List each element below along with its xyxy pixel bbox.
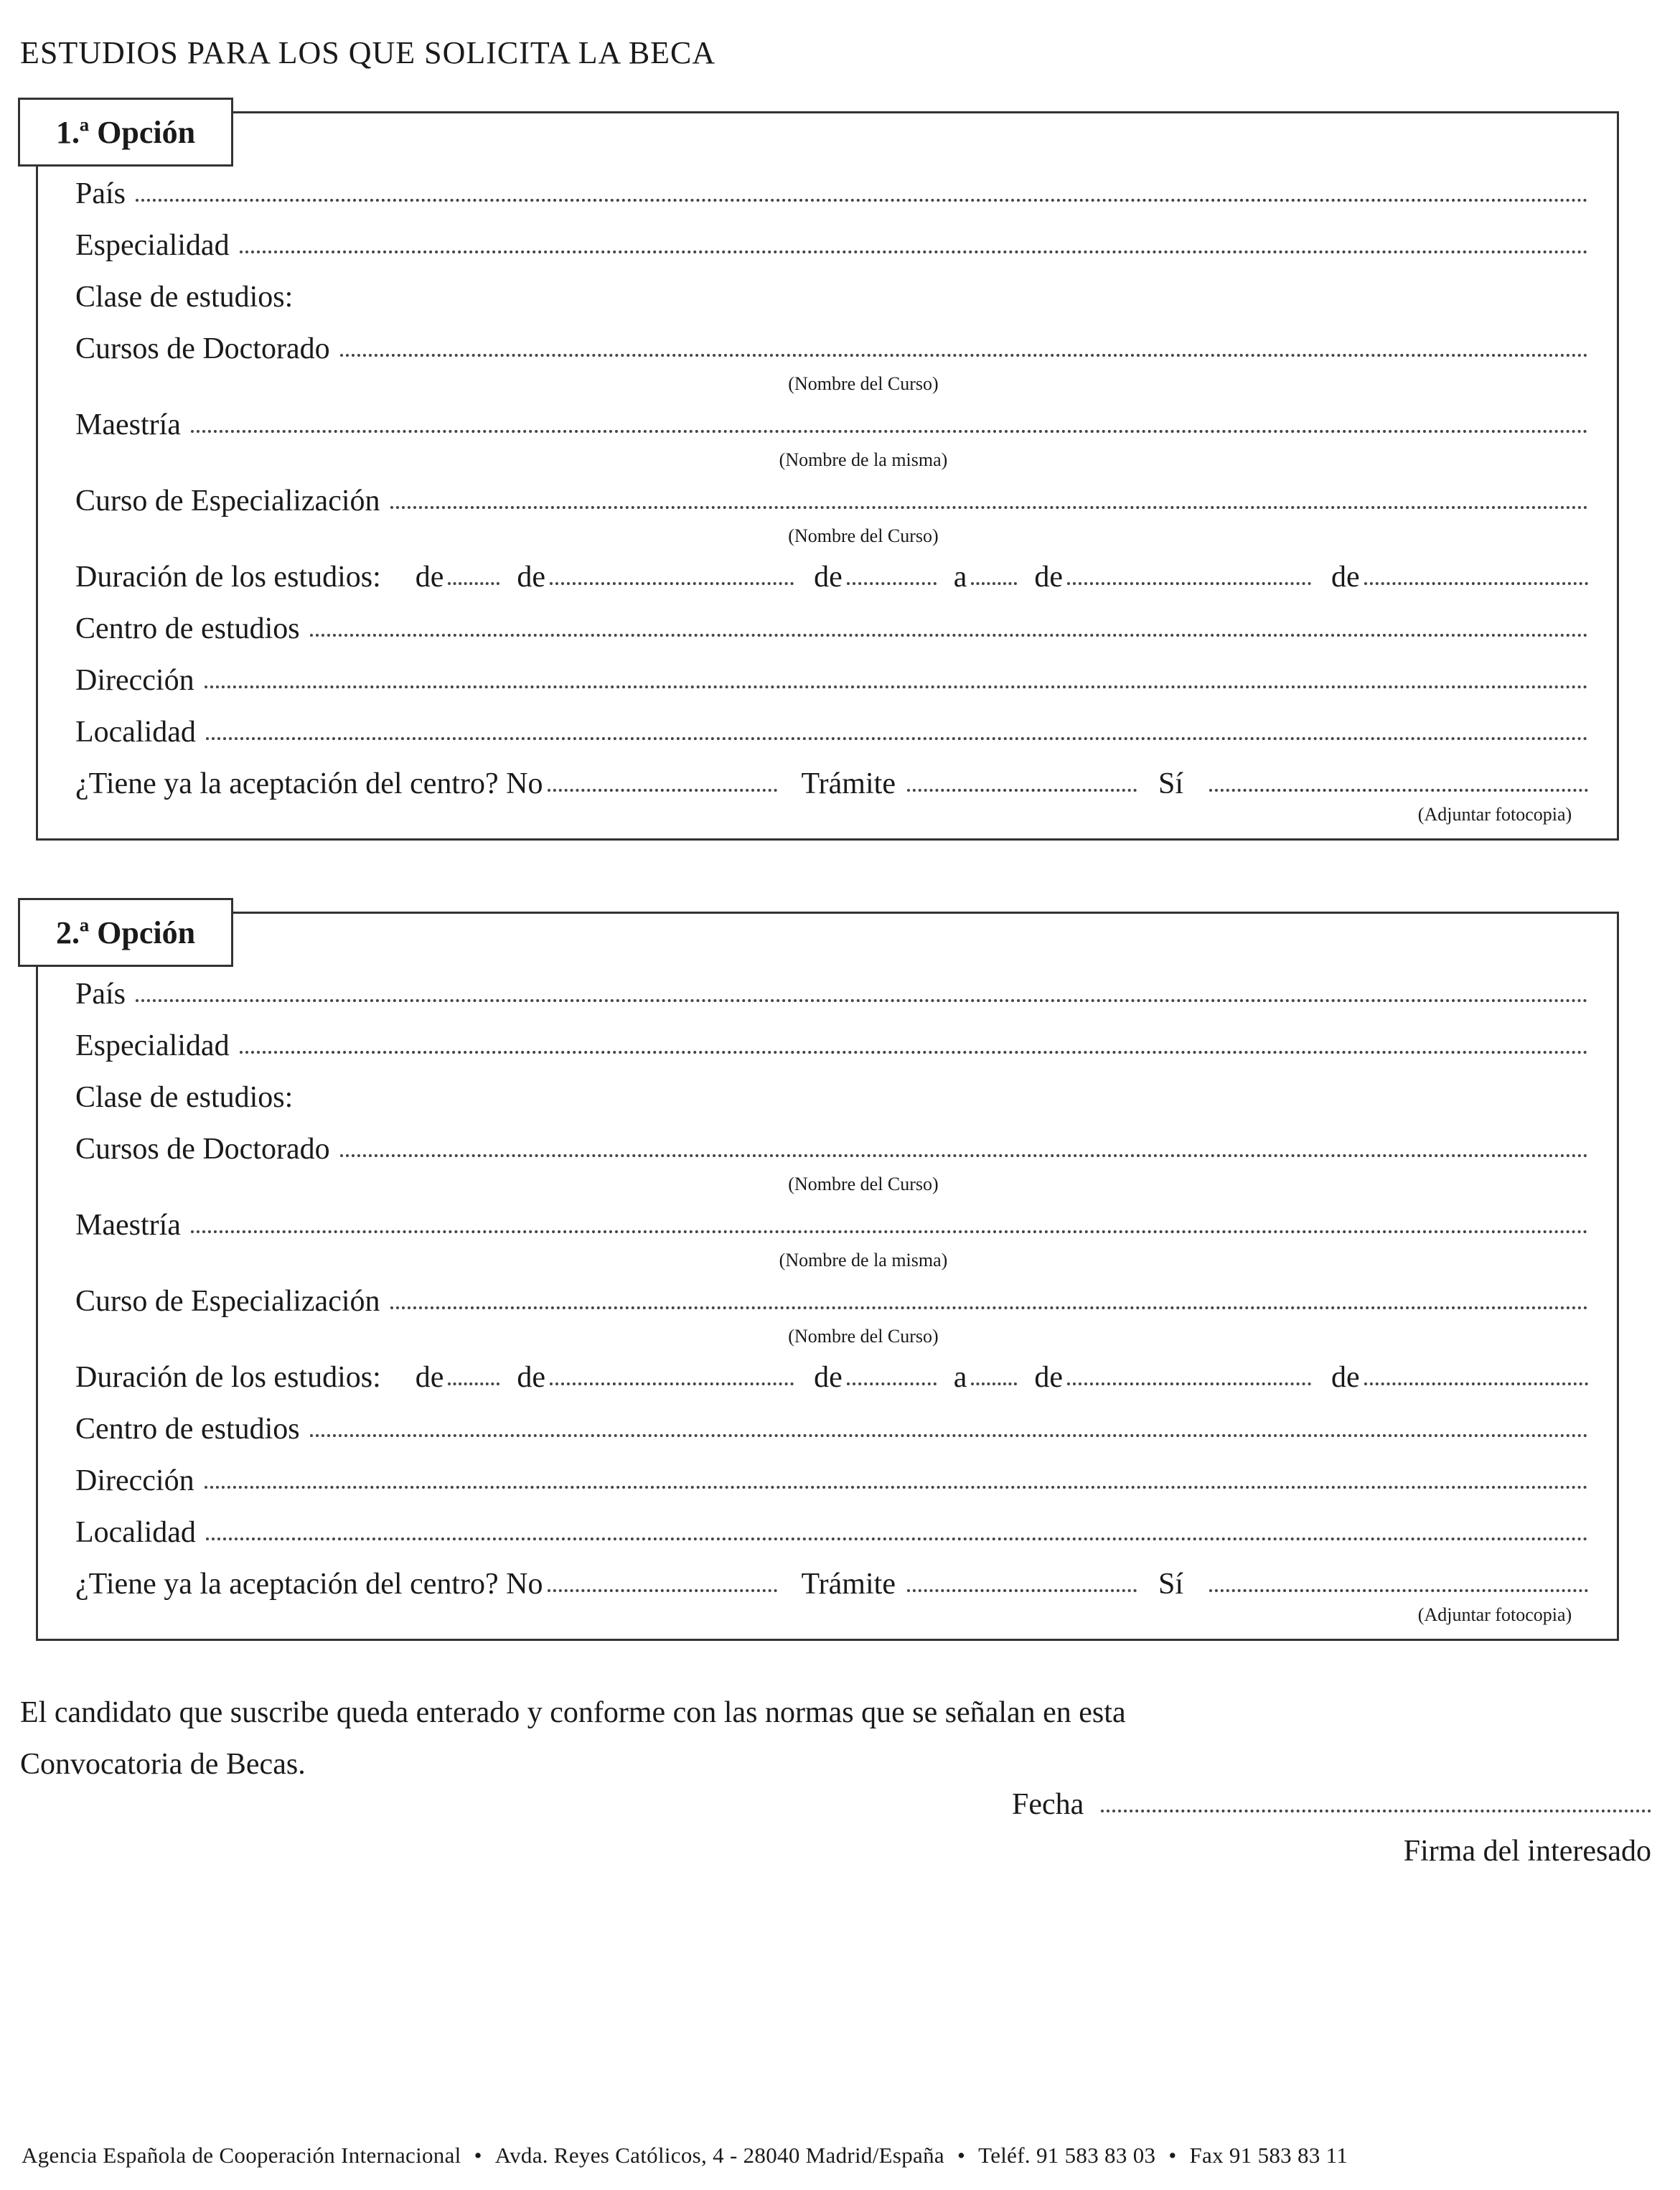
doctorado-row <box>75 332 1588 366</box>
duracion-de-4: de <box>1034 1361 1064 1394</box>
localidad-row <box>75 1515 1588 1550</box>
option-2-box <box>36 912 1619 1641</box>
duracion-day-start-field[interactable] <box>448 578 499 585</box>
localidad-field[interactable] <box>206 1533 1588 1540</box>
tramite-field[interactable] <box>907 785 1137 792</box>
si-field[interactable] <box>1209 1585 1588 1592</box>
duracion-row <box>75 1360 1588 1395</box>
duracion-year-start-field[interactable] <box>847 1378 937 1385</box>
duracion-a: a <box>953 1361 967 1394</box>
si-label: Sí <box>1158 1568 1183 1601</box>
fecha-row <box>1012 1787 1651 1822</box>
maestria-note: (Nombre de la misma) <box>779 449 948 470</box>
tramite-label: Trámite <box>801 1568 896 1601</box>
duracion-de-4: de <box>1034 561 1064 594</box>
duracion-de-2: de <box>517 561 546 594</box>
centro-label: Centro de estudios <box>75 1413 300 1446</box>
duracion-month-start-field[interactable] <box>550 578 794 585</box>
option-1-box <box>36 111 1619 841</box>
adjuntar-note: (Adjuntar fotocopia) <box>1417 804 1572 825</box>
doctorado-note: (Nombre del Curso) <box>788 373 939 394</box>
duracion-month-end-field[interactable] <box>1067 578 1311 585</box>
especialidad-label: Especialidad <box>75 1029 230 1062</box>
duracion-a: a <box>953 561 967 594</box>
direccion-field[interactable] <box>205 681 1588 688</box>
direccion-field[interactable] <box>205 1482 1588 1489</box>
si-field[interactable] <box>1209 785 1588 792</box>
duracion-row <box>75 560 1588 594</box>
footer-separator: • <box>957 2143 966 2168</box>
localidad-row <box>75 715 1588 749</box>
aceptacion-no-field[interactable] <box>548 785 777 792</box>
duracion-de-2: de <box>517 1361 546 1394</box>
footer-tel: Teléf. 91 583 83 03 <box>978 2143 1156 2168</box>
duracion-month-start-field[interactable] <box>550 1378 794 1385</box>
doctorado-field[interactable] <box>340 1150 1588 1157</box>
maestria-row <box>75 408 1588 442</box>
especializacion-note: (Nombre del Curso) <box>788 525 939 546</box>
localidad-label: Localidad <box>75 716 196 749</box>
especializacion-label: Curso de Especialización <box>75 485 380 518</box>
maestria-label: Maestría <box>75 1209 181 1242</box>
duracion-de-3: de <box>814 561 843 594</box>
especializacion-note: (Nombre del Curso) <box>788 1326 939 1347</box>
duracion-de-5: de <box>1331 1361 1360 1394</box>
duracion-day-end-field[interactable] <box>971 578 1017 585</box>
especializacion-field[interactable] <box>390 1302 1588 1309</box>
statement-line-1: El candidato que suscribe queda enterado y conforme con las normas que se señalan en esta <box>20 1696 1126 1729</box>
pais-row <box>75 177 1588 211</box>
especialidad-row <box>75 1029 1588 1063</box>
duracion-day-start-field[interactable] <box>448 1378 499 1385</box>
duracion-year-start-field[interactable] <box>847 578 937 585</box>
aceptacion-row <box>75 767 1588 801</box>
aceptacion-label: ¿Tiene ya la aceptación del centro? No <box>75 767 543 800</box>
aceptacion-row <box>75 1567 1588 1601</box>
localidad-label: Localidad <box>75 1516 196 1549</box>
si-label: Sí <box>1158 767 1183 800</box>
duracion-de-1: de <box>415 561 444 594</box>
footer-address: Avda. Reyes Católicos, 4 - 28040 Madrid/España <box>494 2143 944 2168</box>
duracion-year-end-field[interactable] <box>1364 578 1588 585</box>
option-2-tab: 2.ª Opción <box>18 898 233 967</box>
footer-fax: Fax 91 583 83 11 <box>1189 2143 1348 2168</box>
option-1-tab: 1.ª Opción <box>18 98 233 167</box>
pais-field[interactable] <box>136 195 1588 202</box>
especialidad-label: Especialidad <box>75 229 230 262</box>
especialidad-field[interactable] <box>240 246 1588 253</box>
centro-row <box>75 612 1588 646</box>
pais-label: País <box>75 177 126 210</box>
maestria-note: (Nombre de la misma) <box>779 1250 948 1271</box>
direccion-label: Dirección <box>75 664 194 697</box>
pais-field[interactable] <box>136 995 1588 1002</box>
duracion-de-5: de <box>1331 561 1360 594</box>
doctorado-field[interactable] <box>340 350 1588 357</box>
duracion-de-1: de <box>415 1361 444 1394</box>
maestria-field[interactable] <box>191 426 1588 433</box>
footer-separator: • <box>1168 2143 1177 2168</box>
clase-row <box>75 1080 1588 1115</box>
duracion-month-end-field[interactable] <box>1067 1378 1311 1385</box>
direccion-label: Dirección <box>75 1464 194 1497</box>
fecha-label: Fecha <box>1012 1788 1084 1821</box>
centro-row <box>75 1412 1588 1446</box>
tramite-field[interactable] <box>907 1585 1137 1592</box>
centro-label: Centro de estudios <box>75 612 300 645</box>
doctorado-label: Cursos de Doctorado <box>75 1133 330 1166</box>
clase-label: Clase de estudios: <box>75 1081 294 1114</box>
maestria-field[interactable] <box>191 1226 1588 1233</box>
duracion-day-end-field[interactable] <box>971 1378 1017 1385</box>
adjuntar-note: (Adjuntar fotocopia) <box>1417 1604 1572 1625</box>
doctorado-row <box>75 1132 1588 1166</box>
especializacion-row <box>75 484 1588 518</box>
aceptacion-no-field[interactable] <box>548 1585 777 1592</box>
especialidad-row <box>75 228 1588 263</box>
fecha-field[interactable] <box>1101 1805 1651 1812</box>
especializacion-field[interactable] <box>390 502 1588 509</box>
statement-line-2: Convocatoria de Becas. <box>20 1748 306 1781</box>
footer-agency: Agencia Española de Cooperación Internacional <box>22 2143 461 2168</box>
clase-label: Clase de estudios: <box>75 281 294 314</box>
direccion-row <box>75 663 1588 698</box>
pais-label: País <box>75 978 126 1011</box>
duracion-year-end-field[interactable] <box>1364 1378 1588 1385</box>
direccion-row <box>75 1464 1588 1498</box>
footer <box>22 2143 1348 2168</box>
maestria-row <box>75 1208 1588 1243</box>
clase-row <box>75 280 1588 314</box>
duracion-label: Duración de los estudios: <box>75 561 381 594</box>
centro-field[interactable] <box>310 1430 1588 1437</box>
duracion-de-3: de <box>814 1361 843 1394</box>
footer-separator: • <box>474 2143 482 2168</box>
pais-row <box>75 977 1588 1011</box>
doctorado-label: Cursos de Doctorado <box>75 332 330 365</box>
aceptacion-label: ¿Tiene ya la aceptación del centro? No <box>75 1568 543 1601</box>
firma-label: Firma del interesado <box>1403 1835 1651 1868</box>
especializacion-row <box>75 1284 1588 1319</box>
duracion-label: Duración de los estudios: <box>75 1361 381 1394</box>
especializacion-label: Curso de Especialización <box>75 1285 380 1318</box>
doctorado-note: (Nombre del Curso) <box>788 1174 939 1194</box>
centro-field[interactable] <box>310 630 1588 637</box>
tramite-label: Trámite <box>801 767 896 800</box>
especialidad-field[interactable] <box>240 1047 1588 1054</box>
maestria-label: Maestría <box>75 408 181 441</box>
localidad-field[interactable] <box>206 733 1588 740</box>
form-heading: ESTUDIOS PARA LOS QUE SOLICITA LA BECA <box>20 35 716 70</box>
